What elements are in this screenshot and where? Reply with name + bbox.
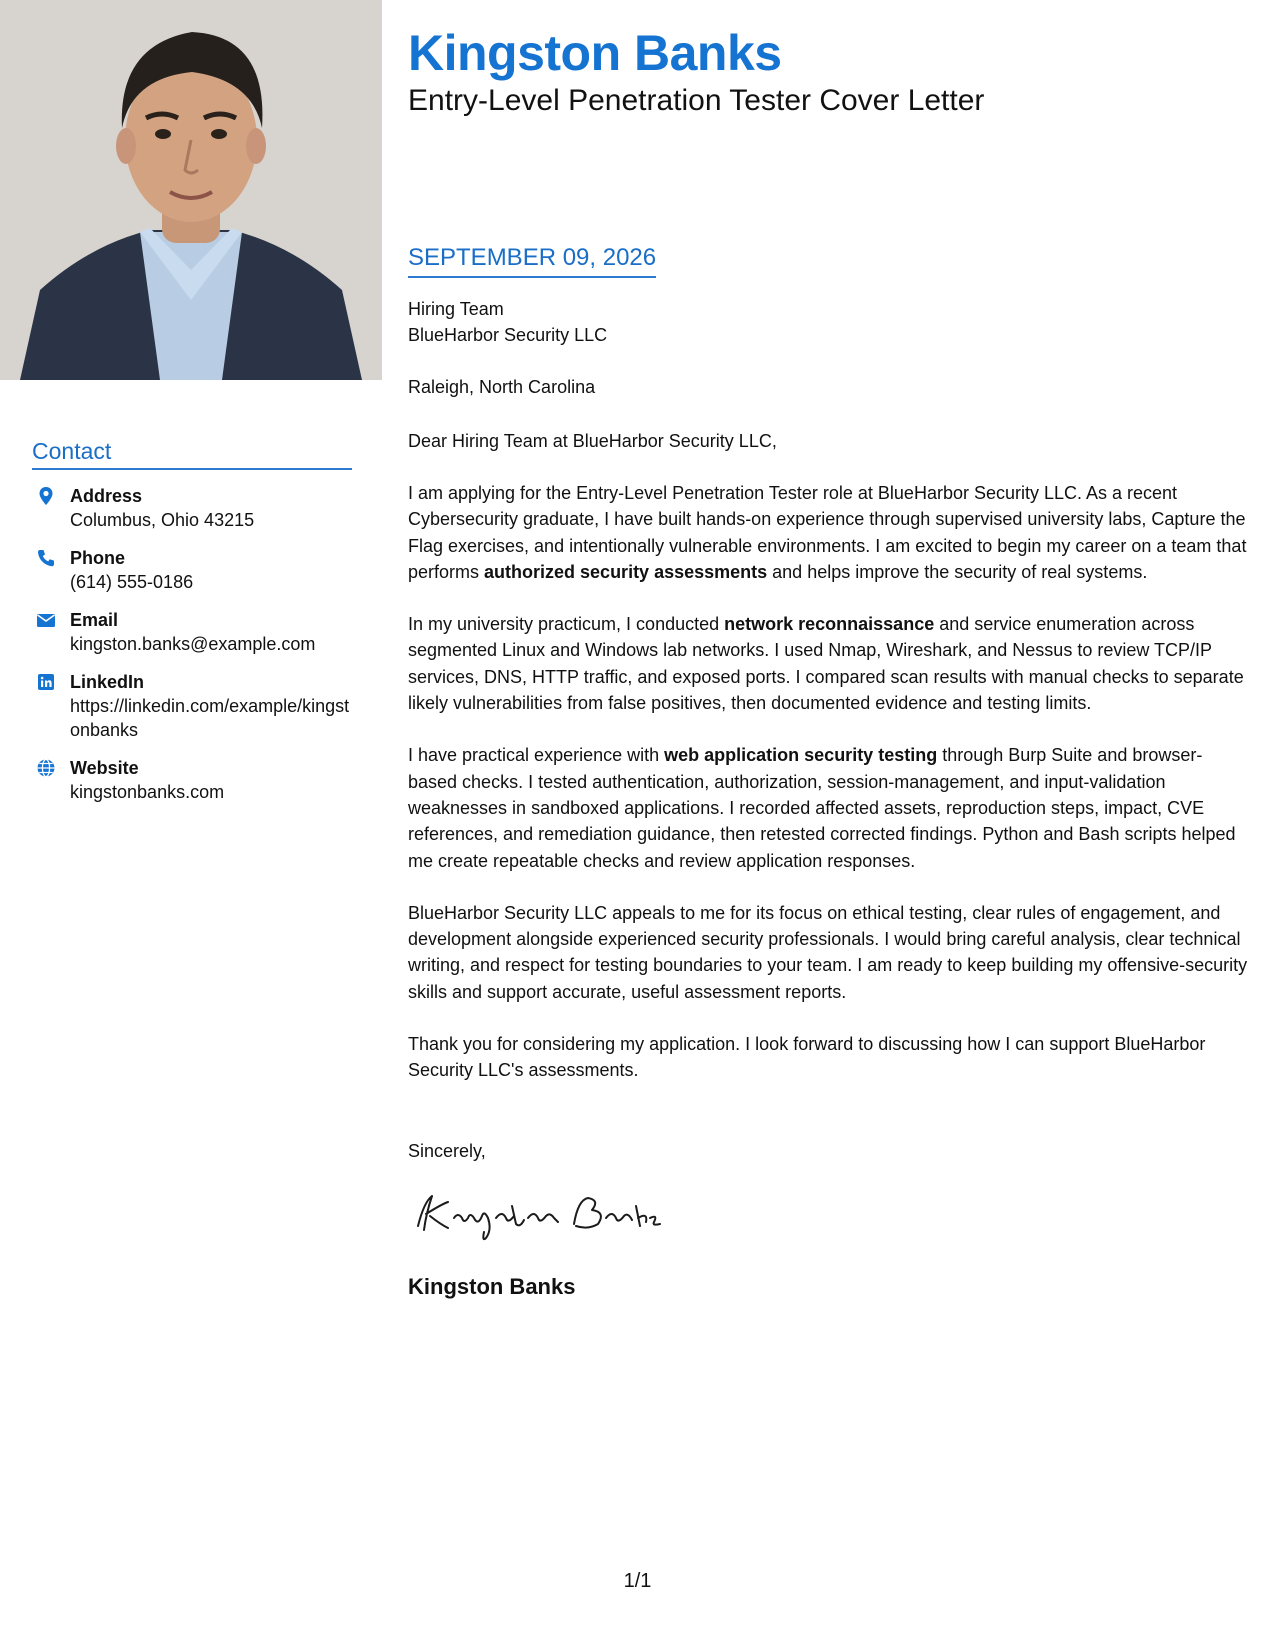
phone-icon bbox=[36, 548, 56, 568]
signer-name: Kingston Banks bbox=[408, 1273, 576, 1299]
website-link[interactable]: kingstonbanks.com bbox=[70, 782, 225, 802]
paragraph-text: I have practical experience with bbox=[408, 745, 665, 766]
contact-address bbox=[32, 484, 352, 532]
contact-email bbox=[32, 608, 352, 656]
paragraph-2 bbox=[408, 611, 1250, 716]
paragraph-emphasis: network reconnaissance bbox=[724, 614, 935, 635]
contact-value: Columbus, Ohio 43215 bbox=[70, 510, 255, 530]
recipient-location: Raleigh, North Carolina bbox=[408, 377, 596, 397]
contact-label: LinkedIn bbox=[70, 672, 145, 692]
contact-label: Phone bbox=[70, 548, 126, 568]
contact-value: (614) 555-0186 bbox=[70, 572, 194, 592]
recipient-block bbox=[408, 296, 1250, 348]
letter-column bbox=[408, 0, 1250, 1300]
paragraph-emphasis: web application security testing bbox=[664, 745, 938, 766]
contact-heading: Contact bbox=[32, 438, 352, 470]
linkedin-link[interactable]: https://linkedin.com/example/kingstonbanks bbox=[70, 696, 350, 740]
contact-label: Email bbox=[70, 610, 119, 630]
handwritten-signature bbox=[408, 1184, 1250, 1244]
envelope-icon bbox=[36, 610, 56, 630]
paragraph-1 bbox=[408, 480, 1250, 585]
contact-linkedin bbox=[32, 670, 352, 742]
salutation: Dear Hiring Team at BlueHarbor Security LLC, bbox=[408, 431, 777, 451]
letter-date: SEPTEMBER 09, 2026 bbox=[408, 244, 656, 278]
page-number: 1/1 bbox=[623, 1570, 652, 1592]
globe-icon bbox=[36, 758, 56, 778]
contact-label: Website bbox=[70, 758, 139, 778]
contact-website bbox=[32, 756, 352, 804]
contact-label: Address bbox=[70, 486, 143, 506]
document-subtitle: Entry-Level Penetration Tester Cover Letter bbox=[408, 84, 985, 117]
paragraph-5: Thank you for considering my application. I look forward to discussing how I can support BlueHarbor Security LLC's assessments. bbox=[408, 1034, 1206, 1081]
recipient-team: Hiring Team bbox=[408, 299, 504, 319]
closing: Sincerely, bbox=[408, 1140, 486, 1161]
contact-section bbox=[32, 438, 352, 804]
applicant-name: Kingston Banks bbox=[408, 25, 782, 81]
linkedin-icon bbox=[36, 672, 56, 692]
paragraph-text: and helps improve the security of real systems. bbox=[767, 561, 1148, 582]
paragraph-3 bbox=[408, 742, 1250, 873]
email-link[interactable]: kingston.banks@example.com bbox=[70, 634, 316, 654]
paragraph-text: through Burp Suite and browser-based checks. I tested authentication, authorization, session-management, and input-validation weaknesses in sandboxed applications. I recorded affected assets, reproduction steps, impact, CVE references, and remediation guidance, then retested corrected findings. Python and Bash scripts helped me create repeatable checks and review application responses. bbox=[408, 745, 1236, 871]
contact-phone bbox=[32, 546, 352, 594]
paragraph-4: BlueHarbor Security LLC appeals to me for its focus on ethical testing, clear rules of engagement, and development alongside experienced security professionals. I would bring careful analysis, clear technical writing, and respect for testing boundaries to your team. I am ready to keep building my offensive-security skills and support accurate, useful assessment reports. bbox=[408, 902, 1248, 1002]
paragraph-text: In my university practicum, I conducted bbox=[408, 614, 725, 635]
profile-photo bbox=[0, 0, 382, 380]
recipient-company: BlueHarbor Security LLC bbox=[408, 325, 608, 345]
paragraph-text: I am applying for the Entry-Level Penetration Tester role at BlueHarbor Security LLC. As a recent Cybersecurity graduate, I have built hands-on experience through supervised university labs, Capture the Flag exercises, and intentionally vulnerable environments. I am excited to begin my career on a team that performs bbox=[408, 483, 1247, 582]
map-pin-icon bbox=[36, 486, 56, 506]
paragraph-text: and service enumeration across segmented Linux and Windows lab networks. I used Nmap, Wireshark, and Nessus to review TCP/IP services, DNS, HTTP traffic, and exposed ports. I compared scan results with manual checks to separate likely vulnerabilities from false positives, then documented evidence and testing limits. bbox=[408, 614, 1244, 714]
paragraph-emphasis: authorized security assessments bbox=[484, 561, 768, 582]
